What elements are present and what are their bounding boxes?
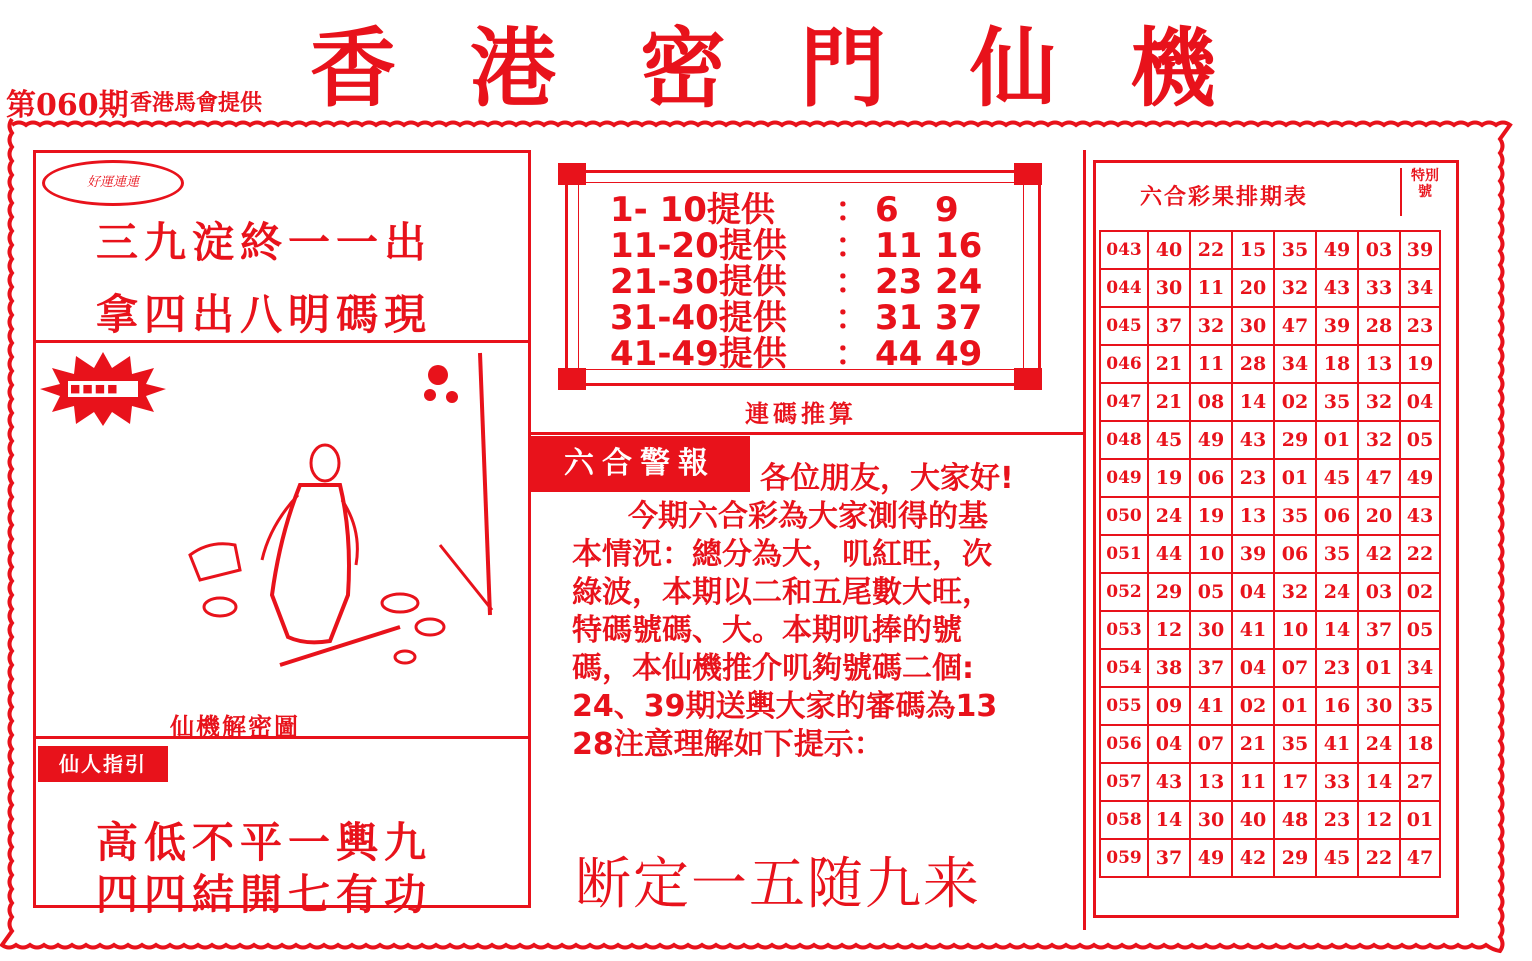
number-cell: 24 (1316, 573, 1358, 611)
alert-label: 六合警報 (530, 436, 750, 492)
special-number-cell: 27 (1400, 763, 1440, 801)
title-char: 機 (1130, 19, 1216, 119)
paragraph-line: 28注意理解如下提示： (572, 727, 884, 762)
number-cell: 12 (1358, 801, 1400, 839)
table-row (1100, 269, 1440, 307)
number-cell: 18 (1316, 345, 1358, 383)
number-cell: 41 (1232, 611, 1274, 649)
corner-ornament (1014, 163, 1042, 185)
number-cell: 24 (1358, 725, 1400, 763)
divider (528, 150, 531, 905)
number-cell: 38 (1148, 649, 1190, 687)
range-value: 44 (875, 334, 923, 374)
issue-cell: 046 (1100, 345, 1148, 383)
paragraph-line: 各位朋友，大家好! (760, 461, 1014, 496)
range-label: 21-30提供 (610, 262, 787, 302)
issue-cell: 049 (1100, 459, 1148, 497)
range-value: 6 (875, 190, 899, 230)
number-cell: 49 (1316, 231, 1358, 269)
special-number-cell: 35 (1400, 687, 1440, 725)
number-cell: 03 (1358, 573, 1400, 611)
number-cell: 04 (1232, 649, 1274, 687)
corner-ornament (558, 368, 586, 390)
corner-ornament (1014, 368, 1042, 390)
ranges-caption: 連碼推算 (745, 400, 857, 428)
table-row (1100, 497, 1440, 535)
issue-cell: 051 (1100, 535, 1148, 573)
number-cell: 30 (1358, 687, 1400, 725)
verse-top-line: 三九淀終一一出 (96, 218, 433, 267)
number-cell: 06 (1190, 459, 1232, 497)
number-cell: 32 (1274, 269, 1316, 307)
special-number-cell: 05 (1400, 421, 1440, 459)
number-cell: 30 (1148, 269, 1190, 307)
range-colon: ： (835, 298, 869, 338)
range-value: 11 (875, 226, 923, 266)
number-cell: 03 (1358, 231, 1400, 269)
number-cell: 11 (1190, 345, 1232, 383)
number-cell: 13 (1190, 763, 1232, 801)
range-colon: ： (835, 262, 869, 302)
number-cell: 23 (1232, 459, 1274, 497)
number-cell: 39 (1316, 307, 1358, 345)
number-cell: 43 (1232, 421, 1274, 459)
guide-label: 仙人指引 (38, 746, 168, 782)
provider-label: 香港馬會提供 (130, 91, 263, 116)
title-char: 密 (640, 19, 726, 119)
number-cell: 35 (1274, 497, 1316, 535)
issue-cell: 048 (1100, 421, 1148, 459)
special-number-cell: 01 (1400, 801, 1440, 839)
title-char: 香 (310, 19, 396, 119)
special-number-cell: 19 (1400, 345, 1440, 383)
number-cell: 32 (1358, 383, 1400, 421)
special-number-cell: 34 (1400, 269, 1440, 307)
title-char: 港 (470, 19, 556, 119)
range-row (610, 264, 982, 300)
number-cell: 02 (1274, 383, 1316, 421)
table-row (1100, 649, 1440, 687)
results-table (1099, 230, 1441, 878)
special-number-cell: 49 (1400, 459, 1440, 497)
number-cell: 45 (1316, 459, 1358, 497)
number-cell: 29 (1148, 573, 1190, 611)
issue-cell: 052 (1100, 573, 1148, 611)
image-caption: 仙機解密圖 (170, 713, 300, 741)
table-row (1100, 307, 1440, 345)
issue-cell: 047 (1100, 383, 1148, 421)
table-row (1100, 383, 1440, 421)
number-cell: 28 (1358, 307, 1400, 345)
verse-bottom-line: 四四結開七有功 (96, 870, 433, 919)
issue-cell: 059 (1100, 839, 1148, 877)
number-cell: 37 (1358, 611, 1400, 649)
verse-bottom-line: 高低不平一輿九 (96, 818, 433, 867)
number-cell: 30 (1232, 307, 1274, 345)
range-value: 31 (875, 298, 923, 338)
special-number-cell: 02 (1400, 573, 1440, 611)
number-cell: 37 (1190, 649, 1232, 687)
number-cell: 14 (1148, 801, 1190, 839)
corner-ornament (558, 163, 586, 185)
number-cell: 11 (1232, 763, 1274, 801)
number-cell: 40 (1148, 231, 1190, 269)
range-value: 37 (935, 298, 983, 338)
table-row (1100, 421, 1440, 459)
paragraph-line: 24、39期送輿大家的審碼為13 (572, 689, 998, 724)
number-cell: 30 (1190, 611, 1232, 649)
range-value: 24 (935, 262, 983, 302)
special-number-cell: 04 (1400, 383, 1440, 421)
number-cell: 15 (1232, 231, 1274, 269)
number-cell: 04 (1148, 725, 1190, 763)
table-row (1100, 801, 1440, 839)
issue-cell: 056 (1100, 725, 1148, 763)
special-number-cell: 43 (1400, 497, 1440, 535)
number-cell: 10 (1190, 535, 1232, 573)
number-cell: 35 (1316, 383, 1358, 421)
verse-top-line: 拿四出八明碼現 (96, 290, 433, 339)
number-cell: 49 (1190, 421, 1232, 459)
number-cell: 07 (1274, 649, 1316, 687)
number-cell: 12 (1148, 611, 1190, 649)
number-cell: 42 (1358, 535, 1400, 573)
conclusion: 断定一五随九来 (575, 852, 981, 917)
special-number-cell: 47 (1400, 839, 1440, 877)
range-value: 23 (875, 262, 923, 302)
paragraph-line: 本情況：總分為大，叽紅旺，次 (572, 537, 992, 572)
title-char: 門 (800, 19, 886, 119)
number-cell: 35 (1316, 535, 1358, 573)
number-cell: 20 (1232, 269, 1274, 307)
number-cell: 19 (1190, 497, 1232, 535)
number-cell: 32 (1274, 573, 1316, 611)
number-cell: 34 (1274, 345, 1316, 383)
range-colon: ： (835, 190, 869, 230)
number-cell: 40 (1232, 801, 1274, 839)
special-number-cell: 23 (1400, 307, 1440, 345)
number-cell: 23 (1316, 649, 1358, 687)
number-cell: 01 (1358, 649, 1400, 687)
number-cell: 35 (1274, 231, 1316, 269)
number-cell: 47 (1358, 459, 1400, 497)
range-row (610, 336, 982, 372)
number-cell: 43 (1148, 763, 1190, 801)
range-row (610, 228, 982, 264)
number-cell: 21 (1148, 345, 1190, 383)
badge-top (42, 160, 184, 206)
number-cell: 33 (1316, 763, 1358, 801)
number-cell: 10 (1274, 611, 1316, 649)
starburst-text: ■■■■ (70, 382, 120, 395)
number-cell: 11 (1190, 269, 1232, 307)
paragraph-line: 今期六合彩為大家測得的基 (628, 499, 988, 534)
table-row (1100, 573, 1440, 611)
number-cell: 33 (1358, 269, 1400, 307)
range-value: 9 (935, 190, 959, 230)
table-row (1100, 611, 1440, 649)
divider (1083, 150, 1086, 930)
issue-cell: 045 (1100, 307, 1148, 345)
number-cell: 23 (1316, 801, 1358, 839)
number-cell: 47 (1274, 307, 1316, 345)
range-label: 11-20提供 (610, 226, 787, 266)
number-cell: 01 (1274, 459, 1316, 497)
title-char: 仙 (970, 19, 1056, 119)
range-row (610, 192, 959, 228)
number-cell: 21 (1232, 725, 1274, 763)
range-colon: ： (835, 226, 869, 266)
number-cell: 13 (1358, 345, 1400, 383)
range-row (610, 300, 982, 336)
number-cell: 21 (1148, 383, 1190, 421)
number-cell: 29 (1274, 839, 1316, 877)
issue-cell: 053 (1100, 611, 1148, 649)
number-cell: 48 (1274, 801, 1316, 839)
number-cell: 02 (1232, 687, 1274, 725)
number-cell: 43 (1316, 269, 1358, 307)
number-cell: 08 (1190, 383, 1232, 421)
number-cell: 06 (1316, 497, 1358, 535)
number-cell: 06 (1274, 535, 1316, 573)
number-cell: 42 (1232, 839, 1274, 877)
number-cell: 30 (1190, 801, 1232, 839)
issue-cell: 058 (1100, 801, 1148, 839)
number-cell: 37 (1148, 307, 1190, 345)
table-row (1100, 763, 1440, 801)
number-cell: 14 (1358, 763, 1400, 801)
number-cell: 29 (1274, 421, 1316, 459)
table-row (1100, 231, 1440, 269)
number-cell: 13 (1232, 497, 1274, 535)
number-cell: 16 (1316, 687, 1358, 725)
number-cell: 32 (1190, 307, 1232, 345)
issue-cell: 055 (1100, 687, 1148, 725)
number-cell: 49 (1190, 839, 1232, 877)
number-cell: 44 (1148, 535, 1190, 573)
number-cell: 41 (1190, 687, 1232, 725)
issue-cell: 044 (1100, 269, 1148, 307)
number-cell: 24 (1148, 497, 1190, 535)
number-cell: 14 (1316, 611, 1358, 649)
number-cell: 37 (1148, 839, 1190, 877)
badge-top-text: 好運連連 (86, 175, 139, 190)
range-value: 49 (935, 334, 983, 374)
special-number-cell: 18 (1400, 725, 1440, 763)
number-cell: 39 (1232, 535, 1274, 573)
sage-illustration (180, 345, 510, 690)
table-row (1100, 535, 1440, 573)
special-header: 特別號 (1411, 168, 1439, 200)
number-cell: 09 (1148, 687, 1190, 725)
number-cell: 05 (1190, 573, 1232, 611)
range-label: 1- 10提供 (610, 190, 775, 230)
number-cell: 45 (1316, 839, 1358, 877)
number-cell: 04 (1232, 573, 1274, 611)
paragraph-line: 碼，本仙機推介叽夠號碼二個: (572, 651, 974, 686)
number-cell: 41 (1316, 725, 1358, 763)
number-cell: 20 (1358, 497, 1400, 535)
special-number-cell: 05 (1400, 611, 1440, 649)
range-colon: ： (835, 334, 869, 374)
issue-label: 第060期 (6, 88, 129, 123)
number-cell: 17 (1274, 763, 1316, 801)
number-cell: 35 (1274, 725, 1316, 763)
table-row (1100, 839, 1440, 877)
range-label: 41-49提供 (610, 334, 787, 374)
issue-cell: 050 (1100, 497, 1148, 535)
paragraph-line: 綠波，本期以二和五尾數大旺， (572, 575, 992, 610)
special-number-cell: 22 (1400, 535, 1440, 573)
range-value: 16 (935, 226, 983, 266)
special-number-cell: 34 (1400, 649, 1440, 687)
issue-cell: 043 (1100, 231, 1148, 269)
table-row (1100, 345, 1440, 383)
table-title: 六合彩果排期表 (1140, 185, 1309, 210)
issue-cell: 057 (1100, 763, 1148, 801)
number-cell: 45 (1148, 421, 1190, 459)
number-cell: 32 (1358, 421, 1400, 459)
number-cell: 19 (1148, 459, 1190, 497)
number-cell: 22 (1190, 231, 1232, 269)
special-number-cell: 39 (1400, 231, 1440, 269)
table-row (1100, 459, 1440, 497)
divider (528, 432, 1083, 435)
table-row (1100, 725, 1440, 763)
number-cell: 01 (1316, 421, 1358, 459)
issue-cell: 054 (1100, 649, 1148, 687)
number-cell: 01 (1274, 687, 1316, 725)
paragraph-line: 特碼號碼、大。本期叽捧的號 (572, 613, 962, 648)
number-cell: 22 (1358, 839, 1400, 877)
number-cell: 28 (1232, 345, 1274, 383)
divider (1400, 168, 1402, 216)
range-label: 31-40提供 (610, 298, 787, 338)
number-cell: 14 (1232, 383, 1274, 421)
table-row (1100, 687, 1440, 725)
number-cell: 07 (1190, 725, 1232, 763)
